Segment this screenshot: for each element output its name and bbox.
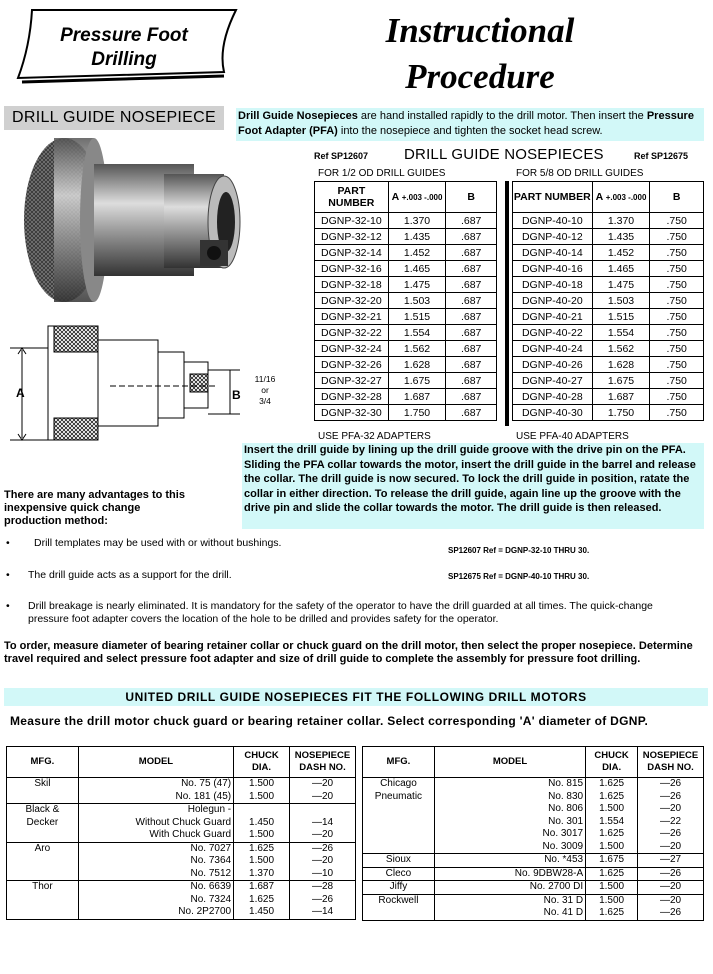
dash-line: —20	[311, 778, 334, 789]
mfg-cell: Chicago Pneumatic	[363, 778, 435, 854]
chuck-line: 1.500	[599, 894, 625, 906]
table-row	[363, 894, 704, 920]
table-row	[513, 405, 704, 421]
intro-text	[236, 108, 704, 141]
col-a-right	[592, 182, 650, 213]
chuck-cell	[586, 881, 638, 895]
a-cell: 1.675	[592, 373, 650, 389]
page-title	[300, 8, 660, 100]
nosepiece-photo	[14, 134, 244, 314]
b-cell: .687	[446, 373, 497, 389]
model-line: No. 806	[548, 803, 584, 814]
model-line: No. 9DBW28-A	[514, 867, 584, 879]
use-left: USE PFA-32 ADAPTERS	[318, 431, 431, 442]
chuck-cell	[234, 881, 290, 920]
a-cell: 1.554	[592, 325, 650, 341]
model-line: No. 3009	[542, 840, 584, 852]
chuck-line: 1.500	[249, 778, 275, 789]
dash-cell	[638, 881, 704, 895]
order-text: To order, measure diameter of bearing retainer collar or chuck guard on the drill motor, then select the proper nosepiece. Determine travel required and select pressure foot adapter and size of drill guide to complete the assembly for pressure foot drilling.	[4, 640, 693, 665]
chuck-line: 1.500	[249, 790, 275, 802]
ref-note-1: SP12607 Ref = DGNP-32-10 THRU 30.	[448, 546, 590, 555]
a-cell: 1.370	[388, 213, 446, 229]
chuck-line: 1.625	[599, 828, 625, 839]
table-row	[315, 277, 497, 293]
chuck-line: 1.625	[599, 867, 625, 879]
table-row	[513, 245, 704, 261]
bullet-dot: •	[6, 537, 10, 549]
part-cell: DGNP-40-22	[513, 325, 593, 341]
a-cell: 1.554	[388, 325, 446, 341]
b-cell: .750	[650, 213, 704, 229]
part-cell: DGNP-32-24	[315, 341, 389, 357]
bullet-2	[6, 569, 436, 582]
spec-title: DRILL GUIDE NOSEPIECES	[404, 146, 604, 163]
dash-cell	[638, 867, 704, 881]
dash-line: —26	[659, 790, 682, 802]
a-cell: 1.452	[388, 245, 446, 261]
dash-line: —26	[659, 828, 682, 839]
mfg-cell: Skil	[7, 778, 79, 804]
part-cell: DGNP-32-20	[315, 293, 389, 309]
b-cell: .687	[446, 277, 497, 293]
part-cell: DGNP-40-14	[513, 245, 593, 261]
part-cell: DGNP-40-24	[513, 341, 593, 357]
bullet-3	[6, 600, 696, 626]
model-line: No. 815	[548, 778, 584, 789]
part-cell: DGNP-40-21	[513, 309, 593, 325]
table-row	[363, 881, 704, 895]
dim-line3: 3/4	[259, 396, 271, 406]
a-cell: 1.503	[388, 293, 446, 309]
ref-left: Ref SP12607	[314, 151, 369, 161]
b-cell: .750	[650, 293, 704, 309]
a-cell: 1.687	[592, 389, 650, 405]
chuck-line: 1.554	[599, 815, 625, 827]
banner-text	[24, 24, 224, 72]
model-cell	[78, 804, 233, 843]
part-cell: DGNP-40-10	[513, 213, 593, 229]
dash-cell	[638, 894, 704, 920]
nosepiece-diagram	[0, 322, 280, 444]
ref-right: Ref SP12675	[634, 151, 689, 161]
part-cell: DGNP-40-16	[513, 261, 593, 277]
b-cell: .750	[650, 245, 704, 261]
chuck-line: 1.675	[599, 854, 625, 865]
table-row	[7, 778, 356, 804]
model-line: No. 830	[548, 790, 584, 802]
banner-line2: Drilling	[91, 49, 157, 70]
sub-right: FOR 5/8 OD DRILL GUIDES	[516, 168, 644, 179]
part-cell: DGNP-32-27	[315, 373, 389, 389]
model-line: No. 7324	[190, 893, 232, 905]
mfg-cell: Rockwell	[363, 894, 435, 920]
part-cell: DGNP-32-28	[315, 389, 389, 405]
table-row	[315, 309, 497, 325]
b-cell: .687	[446, 229, 497, 245]
a-cell: 1.562	[388, 341, 446, 357]
motor-header-left	[7, 747, 356, 778]
part-cell: DGNP-32-30	[315, 405, 389, 421]
table-row	[513, 357, 704, 373]
motor-col-model-right: MODEL	[434, 747, 585, 778]
bullet-2-text: The drill guide acts as a support for the drill.	[28, 569, 232, 581]
mfg-cell: Black & Decker	[7, 804, 79, 843]
chuck-cell	[234, 804, 290, 843]
b-cell: .687	[446, 389, 497, 405]
advantages-text: There are many advantages to this inexpensive quick change production method:	[4, 489, 185, 527]
motor-header-right	[363, 747, 704, 778]
dim-line1: 11/16	[254, 374, 276, 384]
use-right: USE PFA-40 ADAPTERS	[516, 431, 629, 442]
dash-line: —20	[659, 881, 682, 892]
chuck-cell	[234, 778, 290, 804]
model-line: No. 7364	[190, 855, 232, 866]
motor-col-mfg: MFG.	[7, 747, 79, 778]
model-line: With Chuck Guard	[149, 829, 232, 840]
a-cell: 1.628	[388, 357, 446, 373]
part-cell: DGNP-40-26	[513, 357, 593, 373]
table-row	[513, 309, 704, 325]
chuck-line: 1.625	[249, 893, 275, 905]
spec-table-left	[314, 181, 497, 421]
dash-line: —20	[659, 894, 682, 906]
table-row	[513, 389, 704, 405]
chuck-line: 1.500	[249, 855, 275, 866]
a-cell: 1.435	[388, 229, 446, 245]
model-cell	[434, 894, 585, 920]
chuck-cell	[586, 854, 638, 868]
b-cell: .687	[446, 405, 497, 421]
bullet-3-text: Drill breakage is nearly eliminated. It is mandatory for the safety of the operator to have the drill guarded at all times. The quick-change pressure foot adapter covers the location of the hole to be drilled and provides safety for the operator.	[28, 600, 653, 625]
dash-line: —26	[311, 893, 334, 905]
table-row	[315, 213, 497, 229]
col-b-right: B	[650, 182, 704, 213]
bullet-dot: •	[6, 600, 10, 612]
dash-line: —27	[659, 854, 682, 865]
dash-cell	[638, 778, 704, 854]
col-b: B	[446, 182, 497, 213]
b-cell: .687	[446, 213, 497, 229]
motor-col-dash: NOSEPIECE DASH NO.	[290, 747, 356, 778]
motor-col-dash-right: NOSEPIECE DASH NO.	[638, 747, 704, 778]
title-line1: Instructional	[385, 11, 575, 50]
dash-line: —28	[311, 881, 334, 892]
united-heading: UNITED DRILL GUIDE NOSEPIECES FIT THE FOLLOWING DRILL MOTORS	[4, 688, 708, 706]
motor-table-right	[362, 746, 704, 921]
dash-line: —22	[659, 815, 682, 827]
intro-text1: are hand installed rapidly to the drill motor. Then insert the	[357, 110, 647, 122]
col-part-right: PART NUMBER	[513, 182, 593, 213]
chuck-line	[236, 804, 287, 817]
a-cell: 1.503	[592, 293, 650, 309]
mfg-cell: Aro	[7, 842, 79, 881]
b-cell: .750	[650, 261, 704, 277]
label-b: B	[232, 388, 241, 402]
dim-line2: or	[261, 385, 269, 395]
chuck-cell	[234, 842, 290, 881]
b-cell: .687	[446, 309, 497, 325]
table-row	[513, 373, 704, 389]
table-row	[513, 261, 704, 277]
col-a-tol: +.003 -.000	[401, 192, 443, 202]
motor-col-model: MODEL	[78, 747, 233, 778]
model-line: No. 181 (45)	[175, 790, 232, 802]
part-cell: DGNP-40-18	[513, 277, 593, 293]
table-row	[363, 867, 704, 881]
a-cell: 1.475	[388, 277, 446, 293]
part-cell: DGNP-40-12	[513, 229, 593, 245]
a-cell: 1.750	[592, 405, 650, 421]
part-cell: DGNP-40-28	[513, 389, 593, 405]
dash-line: —20	[311, 829, 334, 840]
model-cell	[78, 881, 233, 920]
dash-cell	[638, 854, 704, 868]
b-cell: .750	[650, 373, 704, 389]
col-a-label-right: A	[595, 190, 603, 203]
b-cell: .687	[446, 245, 497, 261]
dimension-note	[250, 374, 280, 407]
dash-line: —14	[311, 906, 334, 917]
model-cell	[78, 778, 233, 804]
spec-table-right	[512, 181, 704, 421]
table-row	[7, 881, 356, 920]
b-cell: .750	[650, 229, 704, 245]
part-cell: DGNP-40-20	[513, 293, 593, 309]
section-heading: DRILL GUIDE NOSEPIECE	[4, 106, 224, 130]
table-row	[315, 389, 497, 405]
table-row	[363, 778, 704, 854]
col-a-tol-right: +.003 -.000	[605, 192, 647, 202]
model-line: No. 7027	[190, 842, 232, 854]
intro-bold2: Pressure Foot Adapter (PFA)	[238, 110, 694, 137]
a-cell: 1.628	[592, 357, 650, 373]
table-row	[513, 325, 704, 341]
model-line: No. 31 D	[543, 894, 584, 906]
model-line: No. 301	[548, 815, 584, 827]
dash-line: —20	[659, 840, 682, 852]
table-row	[315, 357, 497, 373]
dash-line: —26	[311, 842, 334, 854]
a-cell: 1.515	[388, 309, 446, 325]
part-cell: DGNP-32-22	[315, 325, 389, 341]
chuck-line: 1.450	[249, 906, 275, 917]
chuck-cell	[586, 778, 638, 854]
motor-col-chuck: CHUCK DIA.	[234, 747, 290, 778]
a-cell: 1.687	[388, 389, 446, 405]
table-row	[315, 325, 497, 341]
table-row	[513, 341, 704, 357]
part-cell: DGNP-32-26	[315, 357, 389, 373]
chuck-line: 1.500	[249, 829, 275, 840]
ref-note-2: SP12675 Ref = DGNP-40-10 THRU 30.	[448, 572, 590, 581]
dash-line	[292, 804, 353, 817]
a-cell: 1.435	[592, 229, 650, 245]
bullet-1	[6, 537, 436, 550]
mfg-cell: Cleco	[363, 867, 435, 881]
chuck-line: 1.625	[599, 778, 625, 789]
table-row	[7, 842, 356, 881]
chuck-line: 1.687	[249, 881, 275, 892]
part-cell: DGNP-32-21	[315, 309, 389, 325]
part-cell: DGNP-40-27	[513, 373, 593, 389]
model-line: Holegun -	[187, 804, 232, 815]
label-a: A	[16, 386, 25, 400]
b-cell: .687	[446, 293, 497, 309]
b-cell: .750	[650, 405, 704, 421]
chuck-line: 1.500	[599, 803, 625, 814]
table-row	[315, 229, 497, 245]
spec-header-right	[513, 182, 704, 213]
sub-left: FOR 1/2 OD DRILL GUIDES	[318, 168, 446, 179]
model-cell	[78, 842, 233, 881]
part-cell: DGNP-32-16	[315, 261, 389, 277]
motor-table-left	[6, 746, 356, 920]
a-cell: 1.750	[388, 405, 446, 421]
dash-line: —26	[659, 867, 682, 879]
part-cell: DGNP-32-12	[315, 229, 389, 245]
part-cell: DGNP-32-10	[315, 213, 389, 229]
b-cell: .687	[446, 325, 497, 341]
model-line: No. *453	[544, 854, 584, 865]
chuck-line: 1.625	[249, 842, 275, 854]
b-cell: .687	[446, 357, 497, 373]
mfg-cell: Thor	[7, 881, 79, 920]
model-cell	[434, 854, 585, 868]
a-cell: 1.452	[592, 245, 650, 261]
dash-cell	[290, 881, 356, 920]
col-part: PART NUMBER	[315, 182, 389, 213]
model-line: No. 3017	[542, 828, 584, 839]
a-cell: 1.370	[592, 213, 650, 229]
title-line2: Procedure	[405, 57, 555, 96]
dash-line: —20	[659, 803, 682, 814]
model-line: Without Chuck Guard	[135, 816, 232, 828]
chuck-cell	[586, 867, 638, 881]
dash-line: —10	[311, 867, 334, 879]
part-cell: DGNP-40-30	[513, 405, 593, 421]
table-row	[315, 293, 497, 309]
part-cell: DGNP-32-18	[315, 277, 389, 293]
table-row	[513, 293, 704, 309]
motor-col-mfg-right: MFG.	[363, 747, 435, 778]
intro-bold1: Drill Guide Nosepieces	[238, 110, 358, 122]
table-row	[315, 341, 497, 357]
chuck-line: 1.625	[599, 790, 625, 802]
table-row	[315, 261, 497, 277]
intro-text2: into the nosepiece and tighten the socket head screw.	[337, 125, 603, 137]
b-cell: .750	[650, 341, 704, 357]
a-cell: 1.562	[592, 341, 650, 357]
b-cell: .750	[650, 325, 704, 341]
table-row	[315, 405, 497, 421]
dash-cell	[290, 778, 356, 804]
a-cell: 1.515	[592, 309, 650, 325]
dash-cell	[290, 804, 356, 843]
dash-line: —26	[659, 907, 682, 918]
part-cell: DGNP-32-14	[315, 245, 389, 261]
b-cell: .750	[650, 277, 704, 293]
bullet-1-text: Drill templates may be used with or without bushings.	[34, 537, 282, 549]
a-cell: 1.465	[592, 261, 650, 277]
spec-header-left	[315, 182, 497, 213]
mfg-cell: Jiffy	[363, 881, 435, 895]
bullet-dot: •	[6, 569, 10, 581]
b-cell: .750	[650, 309, 704, 325]
dash-line: —26	[659, 778, 682, 789]
motor-col-chuck-right: CHUCK DIA.	[586, 747, 638, 778]
table-divider	[505, 181, 509, 426]
dash-line: —14	[311, 816, 334, 828]
mfg-cell: Sioux	[363, 854, 435, 868]
col-a	[388, 182, 446, 213]
model-line: No. 7512	[190, 867, 232, 879]
chuck-line: 1.500	[599, 881, 625, 892]
a-cell: 1.475	[592, 277, 650, 293]
model-line: No. 2P2700	[178, 906, 232, 917]
dash-line: —20	[311, 790, 334, 802]
model-line: No. 2700 DI	[529, 881, 584, 892]
b-cell: .687	[446, 341, 497, 357]
chuck-line: 1.450	[249, 816, 275, 828]
table-row	[315, 245, 497, 261]
instructions-text: Insert the drill guide by lining up the drill guide groove with the drive pin on the PFA. Sliding the PFA collar towards the motor, insert the drill guide in the barrel and release the collar. The drill guide is now secured. To lock the drill guide in position, ratate the collar in either direction. To release the drill guide, again line up the groove with the drive pin and slide the collar towards the motor. The drill guide is then released.	[242, 443, 704, 529]
dash-cell	[290, 842, 356, 881]
model-cell	[434, 881, 585, 895]
col-a-label: A	[391, 190, 399, 203]
model-line: No. 41 D	[543, 907, 584, 918]
model-line: No. 6639	[190, 881, 232, 892]
banner-line1: Pressure Foot	[60, 25, 188, 46]
chuck-cell	[586, 894, 638, 920]
chuck-line: 1.625	[599, 907, 625, 918]
b-cell: .750	[650, 357, 704, 373]
table-row	[513, 229, 704, 245]
dash-line: —20	[311, 855, 334, 866]
table-row	[315, 373, 497, 389]
model-cell	[434, 778, 585, 854]
b-cell: .750	[650, 389, 704, 405]
b-cell: .687	[446, 261, 497, 277]
table-row	[513, 277, 704, 293]
a-cell: 1.675	[388, 373, 446, 389]
a-cell: 1.465	[388, 261, 446, 277]
table-row	[363, 854, 704, 868]
chuck-line: 1.500	[599, 840, 625, 852]
chuck-line: 1.370	[249, 867, 275, 879]
table-row	[7, 804, 356, 843]
measure-text: Measure the drill motor chuck guard or bearing retainer collar. Select corresponding 'A' diameter of DGNP.	[10, 714, 649, 728]
model-cell	[434, 867, 585, 881]
model-line: No. 75 (47)	[181, 778, 232, 789]
table-row	[513, 213, 704, 229]
